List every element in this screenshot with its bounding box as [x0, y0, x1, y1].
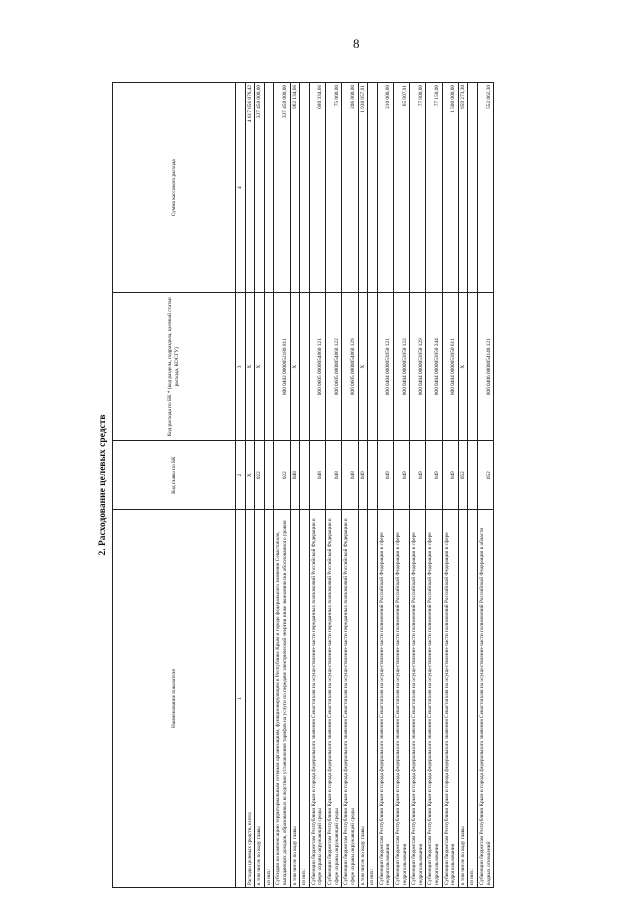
cell-amount: 210 000,00: [377, 83, 393, 293]
cell-code: [300, 441, 310, 510]
table-row: [442, 83, 458, 888]
table-body: [245, 83, 494, 888]
table-row: [290, 83, 300, 888]
cell-name: из них:: [264, 510, 274, 888]
cell-code: 052: [478, 441, 494, 510]
cell-name: Субвенции бюджетам Республики Крым и города федерального значения Севастополя на осуществление части полномочий Российской Федерации в области водных отношений: [478, 510, 494, 888]
table-row: [274, 83, 290, 888]
cell-code: [368, 441, 378, 510]
table-row: [358, 83, 368, 888]
cell-code: 049: [426, 441, 442, 510]
cell-amount: 77 900,00: [410, 83, 426, 293]
cell-code: 052: [458, 441, 468, 510]
cell-amount: 959 273,30: [458, 83, 468, 293]
table-row: [255, 83, 265, 888]
cell-name: Субвенции бюджетам Республики Крым и города федерального значения Севастополя на осуществление части полномочий Российской Федерации в сфере недропользования: [426, 510, 442, 888]
cell-name: в том числе по коду главы: [458, 510, 468, 888]
table-row: [377, 83, 393, 888]
cell-amount: 1 930 957,91: [358, 83, 368, 293]
cell-code: 049: [410, 441, 426, 510]
table-row: [245, 83, 255, 888]
cell-amount: [300, 83, 310, 293]
table-row: [478, 83, 494, 888]
table-row: [426, 83, 442, 888]
cell-amount: 77 150,00: [426, 83, 442, 293]
cell-kbk: X: [358, 293, 368, 441]
cell-name: Субвенции бюджетам Республики Крым и города федерального значения Севастополя на осуществление части переданных полномочий Российской Федерации в сфере охраны окружающей среды: [326, 510, 342, 888]
cell-code: 049: [377, 441, 393, 510]
cell-amount: 206 800,00: [342, 83, 358, 293]
cell-amount: 75 000,00: [326, 83, 342, 293]
cell-amount: 1 500 000,00: [442, 83, 458, 293]
cell-code: 049: [358, 441, 368, 510]
column-number: 1: [236, 510, 246, 888]
cell-name: Расходы целевых средств, всего:: [245, 510, 255, 888]
cell-kbk: 000 0404 0000053950 129: [410, 293, 426, 441]
table-row: [368, 83, 378, 888]
cell-kbk: [264, 293, 274, 441]
cell-kbk: X: [255, 293, 265, 441]
table-row: [468, 83, 478, 888]
cell-amount: [468, 83, 478, 293]
cell-kbk: 000 0404 0000053950 244: [426, 293, 442, 441]
table-row: [326, 83, 342, 888]
cell-code: [468, 441, 478, 510]
cell-kbk: 000 0402 0000052180 811: [274, 293, 290, 441]
cell-name: Субвенции бюджетам Республики Крым и города федерального значения Севастополя на осуществление части полномочий Российской Федерации в сфере недропользования: [393, 510, 409, 888]
cell-amount: 962 134,66: [290, 83, 300, 293]
page-number: 8: [353, 36, 360, 51]
cell-amount: [264, 83, 274, 293]
column-number: 3: [236, 293, 246, 441]
cell-amount: 552 062,30: [478, 83, 494, 293]
table-row: [410, 83, 426, 888]
cell-kbk: 000 0404 0000053950 122: [393, 293, 409, 441]
rotated-content: [86, 82, 626, 888]
cell-amount: 337 458 000,00: [274, 83, 290, 293]
cell-kbk: [468, 293, 478, 441]
section-title: 2. Расходование целевых средств: [98, 414, 108, 556]
cell-amount: 680 334,66: [309, 83, 325, 293]
cell-kbk: [300, 293, 310, 441]
cell-kbk: 000 0605 0000054860 122: [326, 293, 342, 441]
table-row: [458, 83, 468, 888]
column-number: 2: [236, 441, 246, 510]
column-number: 4: [236, 83, 246, 293]
cell-name: Субвенции бюджетам Республики Крым и города федерального значения Севастополя на осуществление части полномочий Российской Федерации в сфере недропользования: [377, 510, 393, 888]
cell-code: 022: [274, 441, 290, 510]
column-number-row: [236, 83, 246, 888]
cell-code: 049: [442, 441, 458, 510]
cell-code: 049: [393, 441, 409, 510]
cell-amount: 4 617 656 076,42: [245, 83, 255, 293]
header-name: Наименование показателя: [113, 510, 236, 888]
header-kbk: Код расхода по БК * (код раздела, подраздела, целевой статьи расхода, КОСГУ): [113, 293, 236, 441]
cell-kbk: X: [245, 293, 255, 441]
cell-kbk: X: [290, 293, 300, 441]
cell-amount: 337 458 000,00: [255, 83, 265, 293]
cell-kbk: 000 0406 0000054140 121: [478, 293, 494, 441]
cell-name: в том числе по коду главы: [358, 510, 368, 888]
cell-kbk: 000 0605 0000054860 129: [342, 293, 358, 441]
cell-name: Субсидии на компенсацию территориальным сетевым организациям, функционирующим в Республике Крым и городе федерального значения Севастополе, выпадающих доходов, образованных вследствие установления тарифов на услуги по передаче электрической энергии ниже экономически обоснованного уровня: [274, 510, 290, 888]
cell-kbk: 000 0404 0000053950 121: [377, 293, 393, 441]
cell-name: из них:: [468, 510, 478, 888]
cell-code: 048: [342, 441, 358, 510]
table-header-row: [113, 83, 236, 888]
cell-kbk: [368, 293, 378, 441]
cell-code: 048: [290, 441, 300, 510]
cell-name: Субвенции бюджетам Республики Крым и города федерального значения Севастополя на осуществление части переданных полномочий Российской Федерации в сфере охраны окружающей среды: [342, 510, 358, 888]
table-row: [342, 83, 358, 888]
cell-code: 022: [255, 441, 265, 510]
table-row: [309, 83, 325, 888]
expenditure-table: [112, 82, 494, 888]
cell-name: из них:: [300, 510, 310, 888]
cell-kbk: 000 0605 0000054860 121: [309, 293, 325, 441]
cell-name: в том числе по коду главы: [255, 510, 265, 888]
cell-code: 048: [309, 441, 325, 510]
table-row: [264, 83, 274, 888]
cell-name: из них:: [368, 510, 378, 888]
cell-code: X: [245, 441, 255, 510]
cell-amount: 65 907,91: [393, 83, 409, 293]
table-row: [300, 83, 310, 888]
cell-name: в том числе по коду главы: [290, 510, 300, 888]
header-amount: Сумма кассового расхода: [113, 83, 236, 293]
cell-name: Субвенции бюджетам Республики Крым и города федерального значения Севастополя на осуществление части переданных полномочий Российской Федерации в сфере охраны окружающей среды: [309, 510, 325, 888]
cell-code: 048: [326, 441, 342, 510]
cell-code: [264, 441, 274, 510]
table-row: [393, 83, 409, 888]
cell-kbk: 000 0404 0000053950 611: [442, 293, 458, 441]
cell-kbk: X: [458, 293, 468, 441]
cell-amount: [368, 83, 378, 293]
cell-name: Субвенции бюджетам Республики Крым и города федерального значения Севастополя на осуществление части полномочий Российской Федерации в сфере недропользования: [410, 510, 426, 888]
header-code: Код главы по БК: [113, 441, 236, 510]
cell-name: Субвенции бюджетам Республики Крым и города федерального значения Севастополя на осуществление части полномочий Российской Федерации в сфере недропользования: [442, 510, 458, 888]
